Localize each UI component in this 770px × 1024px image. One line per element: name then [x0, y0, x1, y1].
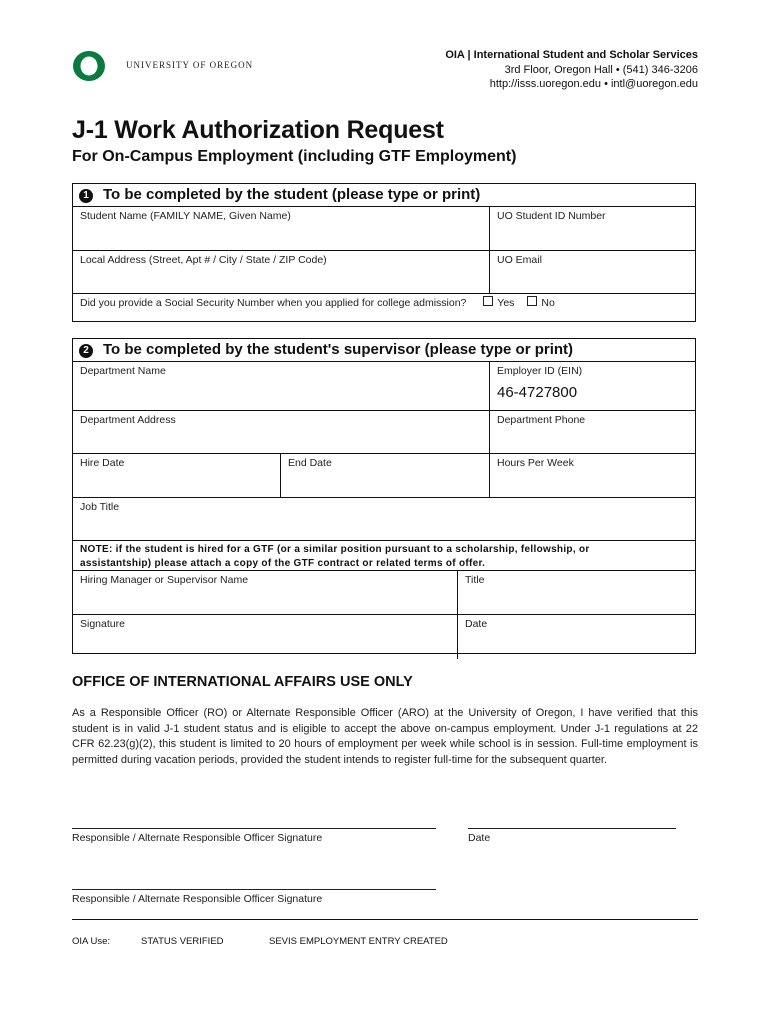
department-address-row	[73, 411, 695, 454]
ssn-no-option[interactable]	[527, 297, 554, 309]
job-title-label: Job Title	[80, 501, 120, 513]
oia-use-label: OIA Use:	[72, 936, 111, 947]
student-id-field[interactable]	[489, 207, 695, 250]
student-section-heading	[73, 184, 695, 207]
employer-id-field[interactable]	[489, 362, 695, 410]
ssn-question-text: Did you provide a Social Security Number when you applied for college admission?	[80, 297, 467, 309]
yes-label: Yes	[497, 297, 515, 309]
signature-row	[73, 615, 695, 659]
student-name-row	[73, 207, 695, 251]
job-title-field[interactable]	[73, 498, 695, 540]
end-date-label: End Date	[288, 457, 332, 469]
gtf-note-row	[73, 541, 695, 571]
supervisor-section-title: To be completed by the student's supervisor (please type or print)	[103, 341, 574, 358]
ro-date-line[interactable]	[468, 828, 676, 829]
section-number-2: 2	[79, 344, 93, 358]
office-contact-block	[445, 48, 698, 92]
ro-signature-line-1[interactable]	[72, 828, 436, 829]
yes-checkbox[interactable]	[483, 296, 493, 306]
student-section	[72, 183, 696, 322]
ro-signature-label-2: Responsible / Alternate Responsible Officer Signature	[72, 893, 323, 905]
oia-statement: As a Responsible Officer (RO) or Alternate Responsible Officer (ARO) at the University of Oregon, I have verified that this student is in valid J-1 student status and is eligible to accept the above on-campus employment. Under J-1 regulations at 22 CFR 62.23(g)(2), this student is limited to 20 hours of employment per week while school is in session. Full-time employment is permitted during vacation periods, provided the student intends to register full-time for the subsequent quarter.	[72, 707, 698, 766]
job-title-row	[73, 498, 695, 541]
student-name-label: Student Name (FAMILY NAME, Given Name)	[80, 210, 291, 222]
page-title: J-1 Work Authorization Request	[72, 116, 444, 144]
hours-per-week-field[interactable]	[489, 454, 695, 497]
supervisor-date-field[interactable]	[457, 615, 695, 659]
hours-per-week-label: Hours Per Week	[497, 457, 574, 469]
student-name-field[interactable]	[73, 207, 489, 250]
gtf-note-line-2: assistantship) please attach a copy of the GTF contract or related terms of offer.	[80, 558, 486, 569]
manager-row	[73, 571, 695, 615]
sevis-entry-label: SEVIS EMPLOYMENT ENTRY CREATED	[269, 936, 448, 947]
end-date-field[interactable]	[280, 454, 489, 497]
office-name: OIA | International Student and Scholar Services	[445, 49, 698, 61]
ro-date-label: Date	[468, 832, 491, 844]
ro-signature-line-2[interactable]	[72, 889, 436, 890]
oia-heading: OFFICE OF INTERNATIONAL AFFAIRS USE ONLY	[72, 674, 413, 690]
footer-divider	[72, 919, 698, 920]
supervisor-signature-label: Signature	[80, 618, 125, 630]
ssn-yes-option[interactable]	[483, 297, 514, 309]
no-checkbox[interactable]	[527, 296, 537, 306]
uo-logo-icon	[72, 50, 106, 82]
supervisor-section	[72, 338, 696, 654]
status-verified-label: STATUS VERIFIED	[141, 936, 224, 947]
manager-title-label: Title	[465, 574, 485, 586]
student-id-label: UO Student ID Number	[497, 210, 606, 222]
department-address-label: Department Address	[80, 414, 176, 426]
office-web-email: http://isss.uoregon.edu • intl@uoregon.edu	[489, 78, 698, 90]
employer-id-label: Employer ID (EIN)	[497, 365, 583, 377]
hire-date-field[interactable]	[73, 454, 280, 497]
university-wordmark: UNIVERSITY OF OREGON	[126, 60, 254, 70]
dates-row	[73, 454, 695, 498]
address-row	[73, 251, 695, 294]
supervisor-signature-field[interactable]	[73, 615, 457, 659]
ro-signature-label-1: Responsible / Alternate Responsible Officer Signature	[72, 832, 323, 844]
local-address-field[interactable]	[73, 251, 489, 293]
ssn-question	[73, 294, 695, 309]
no-label: No	[541, 297, 555, 309]
department-name-field[interactable]	[73, 362, 489, 410]
section-number-1: 1	[79, 189, 93, 203]
hire-date-label: Hire Date	[80, 457, 125, 469]
supervisor-date-label: Date	[465, 618, 488, 630]
supervisor-section-heading	[73, 339, 695, 362]
uo-email-field[interactable]	[489, 251, 695, 293]
department-address-field[interactable]	[73, 411, 489, 453]
manager-name-field[interactable]	[73, 571, 457, 614]
gtf-note-line-1: NOTE: if the student is hired for a GTF (or a similar position pursuant to a scholarship, fellowship, or	[80, 544, 590, 555]
ssn-row	[73, 294, 695, 322]
department-phone-field[interactable]	[489, 411, 695, 453]
manager-name-label: Hiring Manager or Supervisor Name	[80, 574, 249, 586]
department-row	[73, 362, 695, 411]
local-address-label: Local Address (Street, Apt # / City / State / ZIP Code)	[80, 254, 327, 266]
gtf-note	[73, 541, 695, 571]
manager-title-field[interactable]	[457, 571, 695, 614]
page-subtitle: For On-Campus Employment (including GTF Employment)	[72, 148, 517, 165]
department-phone-label: Department Phone	[497, 414, 586, 426]
office-address: 3rd Floor, Oregon Hall • (541) 346-3206	[504, 63, 698, 76]
employer-id-value: 46-4727800	[497, 384, 578, 401]
uo-email-label: UO Email	[497, 254, 542, 266]
student-section-title: To be completed by the student (please type or print)	[103, 186, 481, 203]
department-name-label: Department Name	[80, 365, 166, 377]
